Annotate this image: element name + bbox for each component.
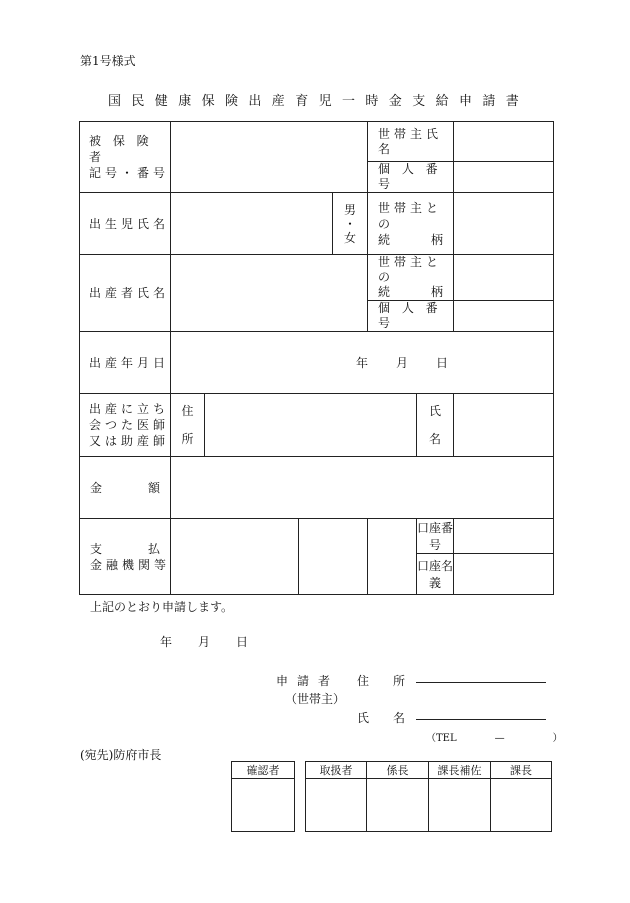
application-table	[79, 121, 554, 595]
chief-stamp-field[interactable]	[367, 779, 429, 832]
attendant-address-label: 住 所	[171, 394, 205, 457]
account-number-label: 口座番号	[417, 519, 454, 554]
sex-selector[interactable]: 男 ・ 女	[333, 193, 368, 255]
account-type-field[interactable]	[368, 519, 417, 595]
child-name-field[interactable]	[171, 193, 333, 255]
applicant-label: 申請者	[276, 674, 340, 688]
declaration-text: 上記のとおり申請します。	[90, 600, 234, 614]
confirm-stamp-field[interactable]	[232, 779, 295, 832]
birth-date-field[interactable]: 年 月 日	[171, 332, 554, 394]
confirm-stamp-label: 確認者	[232, 762, 295, 779]
relation2-label: 世帯主との 続 柄	[368, 255, 454, 301]
applicant-name-label: 氏名	[357, 711, 430, 725]
confirm-stamp-box	[231, 761, 295, 832]
applicant-address-line[interactable]	[416, 670, 546, 683]
my-number2-field[interactable]	[454, 301, 554, 332]
approval-stamp-boxes	[305, 761, 552, 832]
relation2-field[interactable]	[454, 255, 554, 301]
attendant-name-field[interactable]	[454, 394, 554, 457]
my-number-field[interactable]	[454, 162, 554, 193]
account-holder-field[interactable]	[454, 554, 554, 595]
amount-label: 金 額	[80, 457, 171, 519]
manager-stamp-field[interactable]	[491, 779, 552, 832]
attendant-name-label: 氏 名	[417, 394, 454, 457]
bank-name-field[interactable]	[171, 519, 299, 595]
phone-field[interactable]: （TEL — ）	[426, 733, 563, 744]
manager-stamp-label: 課長	[491, 762, 552, 779]
payment-institution-label: 支 払 金融機関等	[80, 519, 171, 595]
asst-manager-stamp-field[interactable]	[429, 779, 491, 832]
handler-stamp-label: 取扱者	[306, 762, 367, 779]
householder-note: （世帯主）	[285, 692, 346, 706]
head-name-label: 世帯主氏名	[368, 122, 454, 162]
relation-label: 世帯主との 続 柄	[368, 193, 454, 255]
form-number: 第1号様式	[80, 54, 136, 68]
relation-field[interactable]	[454, 193, 554, 255]
my-number2-label: 個 人 番 号	[368, 301, 454, 332]
mother-name-field[interactable]	[171, 255, 368, 332]
amount-field[interactable]	[171, 457, 554, 519]
account-holder-label: 口座名義	[417, 554, 454, 595]
addressee: (宛先)防府市長	[80, 748, 162, 762]
mother-name-label: 出産者氏名	[80, 255, 171, 332]
head-name-field[interactable]	[454, 122, 554, 162]
application-date[interactable]: 年 月 日	[160, 635, 249, 649]
attendant-label: 出産に立ち 会つた医師 又は助産師	[80, 394, 171, 457]
insured-number-field[interactable]	[171, 122, 368, 193]
chief-stamp-label: 係長	[367, 762, 429, 779]
my-number-label: 個 人 番 号	[368, 162, 454, 193]
handler-stamp-field[interactable]	[306, 779, 367, 832]
applicant-address-label: 住所	[357, 674, 430, 688]
branch-name-field[interactable]	[299, 519, 368, 595]
account-number-field[interactable]	[454, 519, 554, 554]
applicant-name-line[interactable]	[416, 707, 546, 720]
attendant-address-field[interactable]	[205, 394, 417, 457]
birth-date-label: 出産年月日	[80, 332, 171, 394]
asst-manager-stamp-label: 課長補佐	[429, 762, 491, 779]
form-title: 国民健康保険出産育児一時金支給申請書	[108, 94, 530, 109]
child-name-label: 出生児氏名	[80, 193, 171, 255]
insured-number-label: 被 保 険 者 記号・番号	[80, 122, 171, 193]
